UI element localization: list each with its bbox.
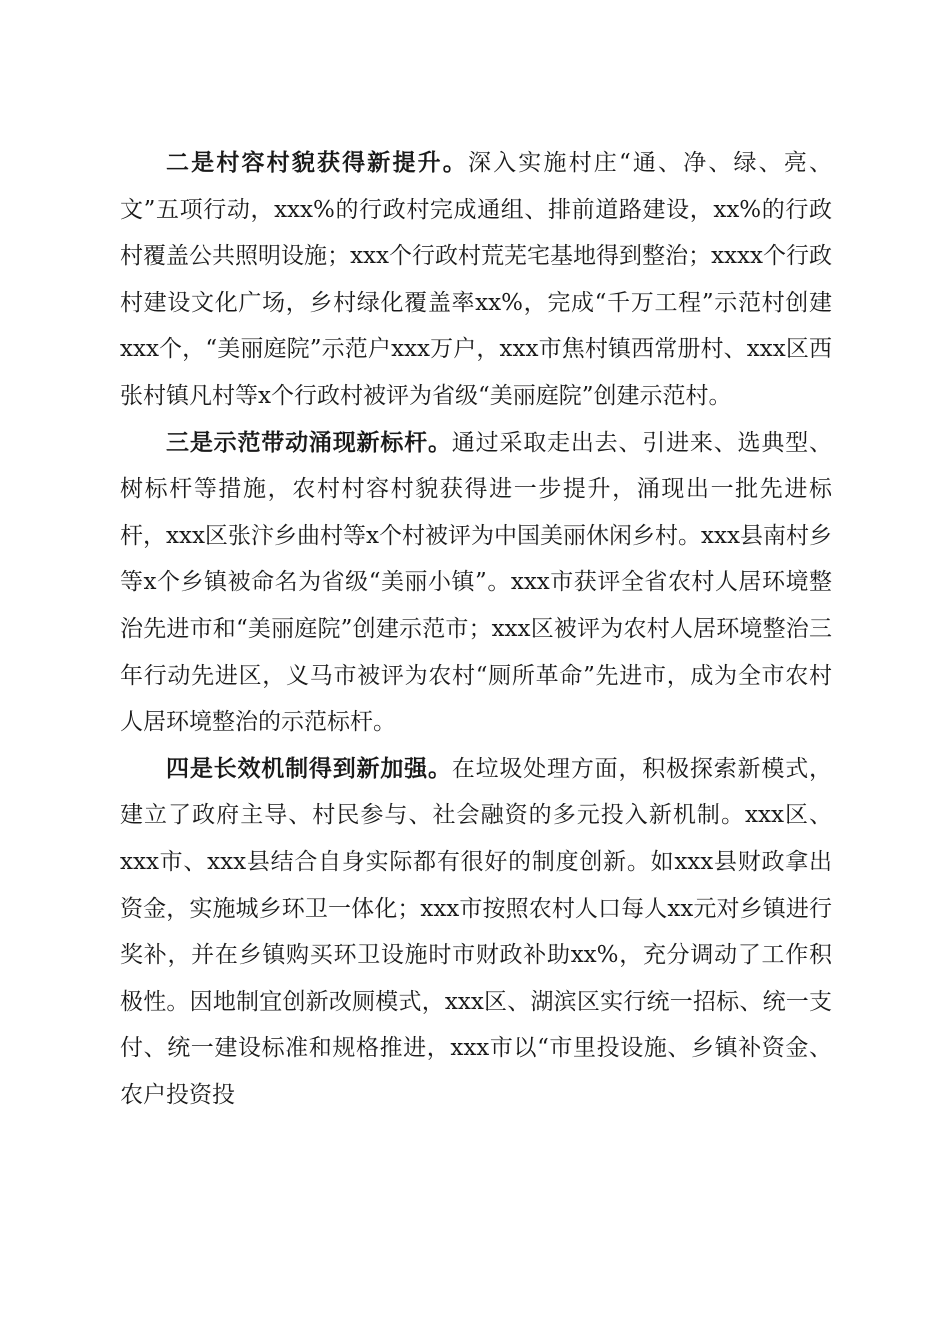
paragraph-long-term-mechanism bbox=[120, 746, 832, 1119]
paragraph-heading: 二是村容村貌获得新提升。 bbox=[166, 149, 468, 176]
paragraph-village-appearance bbox=[120, 140, 832, 420]
paragraph-heading: 四是长效机制得到新加强。 bbox=[166, 754, 452, 782]
paragraph-text: 通过采取走出去、引进来、选典型、树标杆等措施，农村村容村貌获得进一步提升，涌现出一批先进标杆，xxx区张汴乡曲村等x个村被评为中国美丽休闲乡村。xxx县南村乡等x个乡镇被命名为省级“美丽小镇”。xxx市获评全省农村人居环境整治先进市和“美丽庭院”创建示范市；xxx区被评为农村人居环境整治三年行动先进区，义马市被评为农村“厕所革命”先进市，成为全市农村人居环境整治的示范标杆。 bbox=[120, 429, 833, 736]
document-body bbox=[120, 140, 832, 1118]
paragraph-text: 在垃圾处理方面，积极探索新模式，建立了政府主导、村民参与、社会融资的多元投入新机制。xxx区、xxx市、xxx县结合自身实际都有很好的制度创新。如xxx县财政拿出资金，实施城乡环卫一体化；xxx市按照农村人口每人xx元对乡镇进行奖补，并在乡镇购买环卫设施时市财政补助xx%，充分调动了工作积极性。因地制宜创新改厕模式，xxx区、湖滨区实行统一招标、统一支付、统一建设标准和规格推进，xxx市以“市里投设施、乡镇补资金、农户投资投 bbox=[120, 755, 833, 1108]
paragraph-text: 深入实施村庄“通、净、绿、亮、文”五项行动，xxx%的行政村完成通组、排前道路建设，xx%的行政村覆盖公共照明设施；xxx个行政村荒芜宅基地得到整治；xxxx个行政村建设文化广场，乡村绿化覆盖率xx%，完成“千万工程”示范村创建xxx个，“美丽庭院”示范户xxx万户，xxx市焦村镇西常册村、xxx区西张村镇凡村等x个行政村被评为省级“美丽庭院”创建示范村。 bbox=[120, 150, 833, 409]
paragraph-demonstration bbox=[120, 420, 832, 746]
paragraph-heading: 三是示范带动涌现新标杆。 bbox=[166, 428, 452, 456]
